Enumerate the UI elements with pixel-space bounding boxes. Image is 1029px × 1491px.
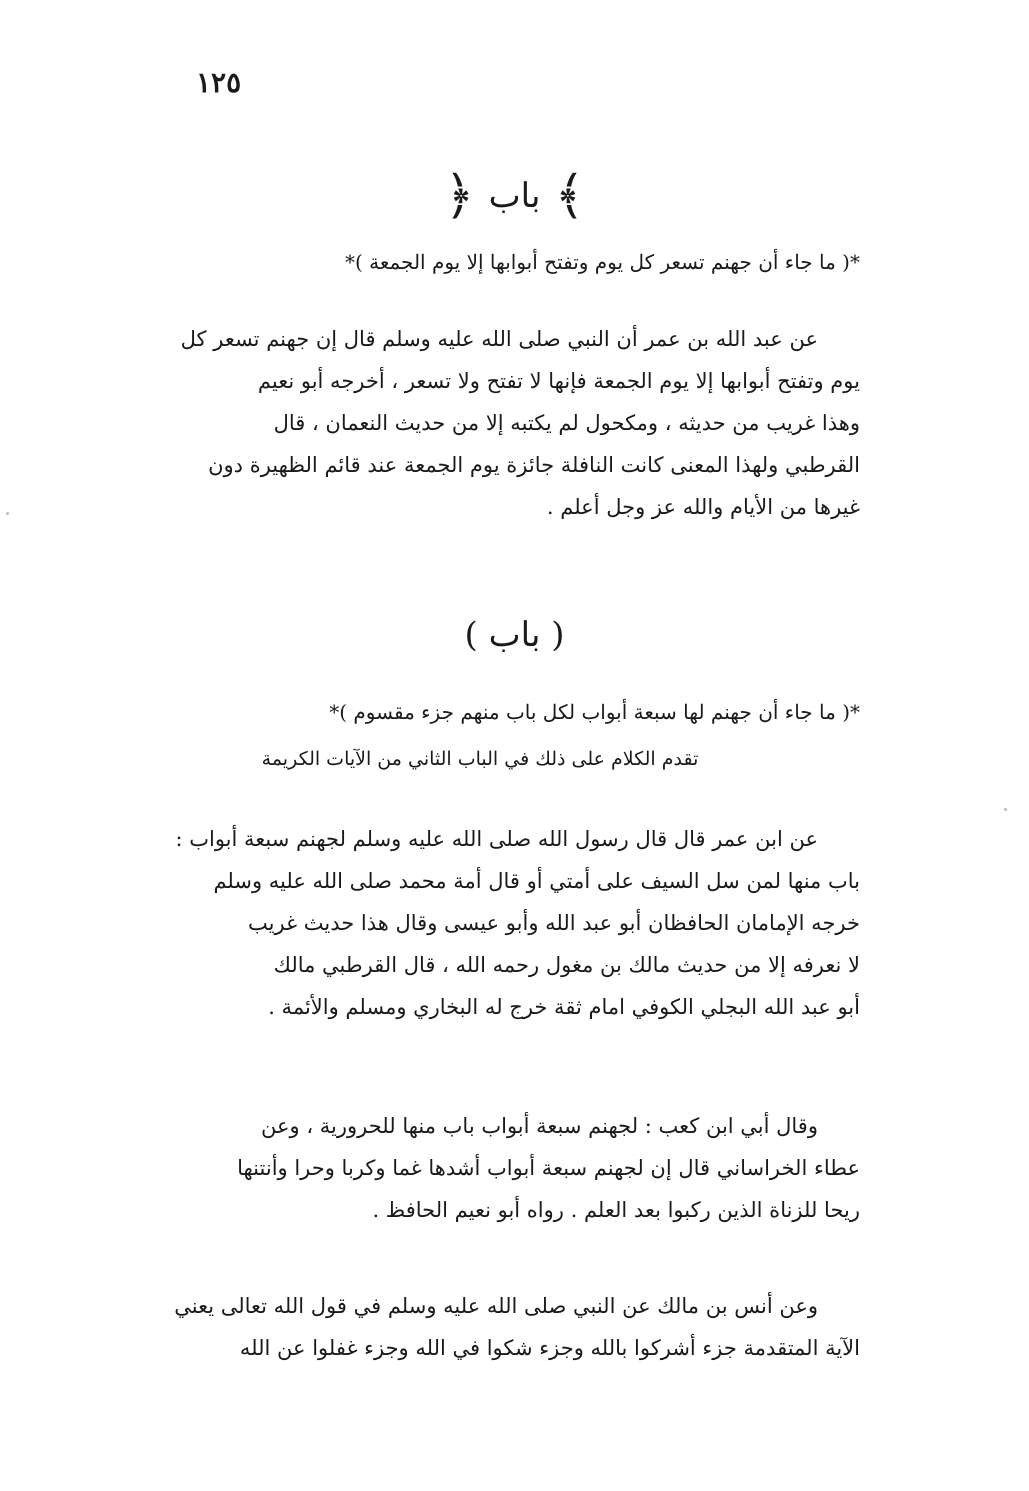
text-line: غيرها من الأيام والله عز وجل أعلم .	[546, 495, 860, 519]
text-line: وقال أبي ابن كعب : لجهنم سبعة أبواب باب منها للحرورية ، وعن	[260, 1114, 818, 1138]
text-line: أبو عبد الله البجلي الكوفي امام ثقة خرج له البخاري ومسلم والأئمة .	[268, 995, 860, 1019]
text-line: عن عبد الله بن عمر أن النبي صلى الله عليه وسلم قال إن جهنم تسعر كل	[180, 327, 818, 351]
section2-paragraph-1	[160, 818, 860, 1028]
text-line: وعن أنس بن مالك عن النبي صلى الله عليه وسلم في قول الله تعالى يعني	[174, 1294, 818, 1318]
section1-paragraph	[160, 318, 860, 528]
text-line: وهذا غريب من حديثه ، ومكحول لم يكتبه إلا من حديث النعمان ، قال	[273, 411, 860, 435]
scan-speck	[1004, 808, 1007, 811]
section-heading-1	[0, 166, 1029, 226]
section-heading-2: ( باب )	[464, 615, 565, 655]
text-line: عن ابن عمر قال قال رسول الله صلى الله عليه وسلم لجهنم سبعة أبواب :	[175, 827, 818, 851]
page-number: ١٢٥	[196, 66, 242, 99]
text-line: يوم وتفتح أبوابها إلا يوم الجمعة فإنها لا تفتح ولا تسعر ، أخرجه أبو نعيم	[257, 369, 860, 393]
ornament-bracket-left-icon: ﴿	[444, 166, 475, 226]
section-heading-1-text: باب	[488, 176, 541, 216]
text-line: القرطبي ولهذا المعنى كانت النافلة جائزة يوم الجمعة عند قائم الظهيرة دون	[208, 453, 860, 477]
ornament-bracket-right-icon: ﴾	[554, 166, 585, 226]
section-note: تقدم الكلام على ذلك في الباب الثاني من الآيات الكريمة	[261, 748, 699, 770]
text-line: لا نعرفه إلا من حديث مالك بن مغول رحمه الله ، قال القرطبي مالك	[273, 953, 860, 977]
section-title-2: *( ما جاء أن جهنم لها سبعة أبواب لكل باب منهم جزء مقسوم )*	[329, 700, 860, 724]
section2-paragraph-2	[160, 1105, 860, 1231]
section2-paragraph-3	[160, 1285, 860, 1369]
scan-speck	[6, 512, 9, 515]
section-title-1: *( ما جاء أن جهنم تسعر كل يوم وتفتح أبوابها إلا يوم الجمعة )*	[344, 250, 860, 274]
text-line: خرجه الإمامان الحافظان أبو عبد الله وأبو عيسى وقال هذا حديث غريب	[248, 911, 860, 935]
text-line: باب منها لمن سل السيف على أمتي أو قال أمة محمد صلى الله عليه وسلم	[213, 869, 860, 893]
text-line: عطاء الخراساني قال إن لجهنم سبعة أبواب أشدها غما وكربا وحرا وأنتنها	[237, 1156, 860, 1180]
text-line: ريحا للزناة الذين ركبوا بعد العلم . رواه أبو نعيم الحافظ .	[372, 1198, 860, 1222]
text-line: الآية المتقدمة جزء أشركوا بالله وجزء شكوا في الله وجزء غفلوا عن الله	[239, 1336, 860, 1360]
